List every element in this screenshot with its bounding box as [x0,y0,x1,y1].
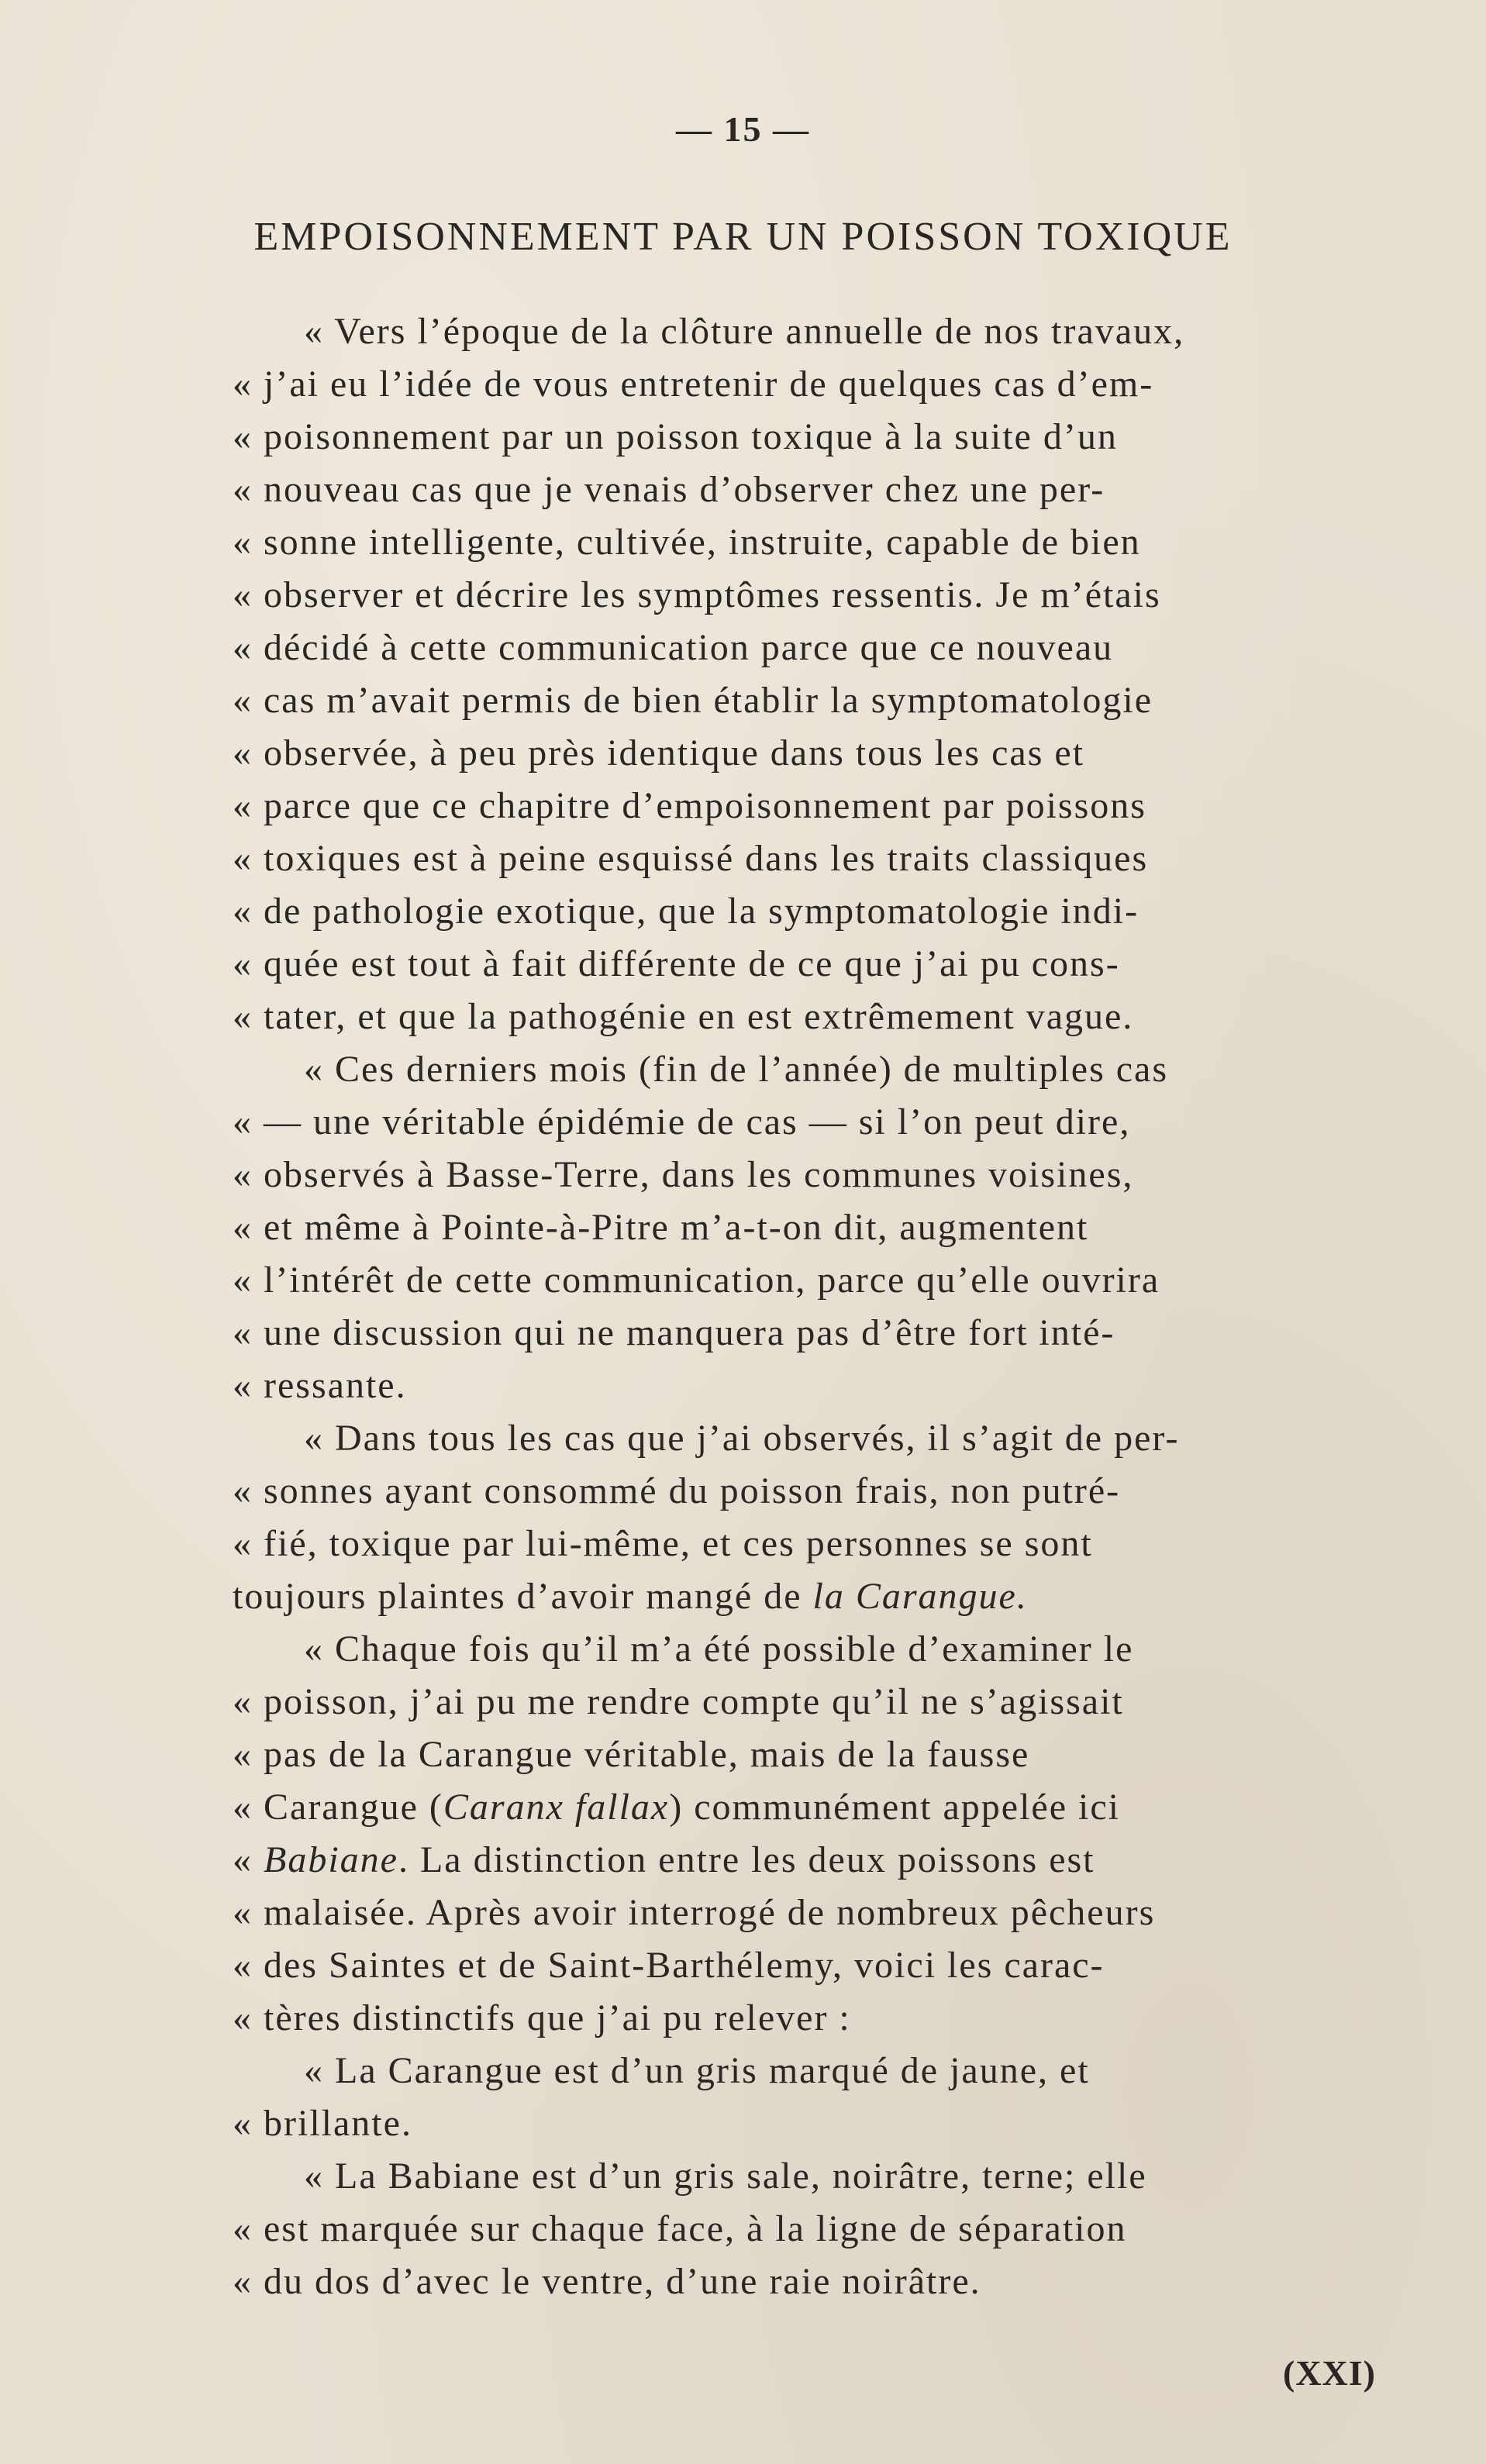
text-line: « du dos d’avec le ventre, d’une raie noirâtre. [233,2261,981,2302]
text-line: « Chaque fois qu’il m’a été possible d’examiner le [304,1628,1134,1670]
text-line: « Carangue (Caranx fallax) communément appelée ici [233,1787,1120,1828]
text-line: « malaisée. Après avoir interrogé de nombreux pêcheurs [233,1892,1156,1933]
text-line: « l’intérêt de cette communication, parce qu’elle ouvrira [233,1260,1160,1301]
page-heading: EMPOISONNEMENT PAR UN POISSON TOXIQUE [253,215,1233,259]
text-line: « pas de la Carangue véritable, mais de la fausse [233,1734,1030,1775]
text-line: « décidé à cette communication parce que ce nouveau [233,627,1114,668]
text-line: « parce que ce chapitre d’empoisonnement par poissons [233,785,1146,826]
body-text [233,305,1426,2308]
text-line: « cas m’avait permis de bien établir la symptomatologie [233,680,1153,721]
text-line: « observer et décrire les symptômes ressentis. Je m’étais [233,574,1161,615]
text-line: « poisonnement par un poisson toxique à la suite d’un [233,416,1118,457]
text-line: « tères distinctifs que j’ai pu relever : [233,1997,851,2038]
text-line: « quée est tout à fait différente de ce que j’ai pu cons- [233,943,1120,984]
text-line: « nouveau cas que je venais d’observer chez une per- [233,469,1105,510]
page-number: — 15 — [676,109,810,149]
text-line: « des Saintes et de Saint-Barthélemy, voici les carac- [233,1945,1105,1986]
text-line: « brillante. [233,2103,412,2144]
text-line: toujours plaintes d’avoir mangé de la Carangue. [233,1576,1028,1617]
text-line: « tater, et que la pathogénie en est extrêmement vague. [233,996,1134,1037]
text-line: « observée, à peu près identique dans tous les cas et [233,732,1085,774]
text-line: « j’ai eu l’idée de vous entretenir de quelques cas d’em- [233,364,1154,405]
text-line: « est marquée sur chaque face, à la ligne de séparation [233,2208,1127,2249]
text-line: « sonne intelligente, cultivée, instruite, capable de bien [233,522,1141,563]
text-line: « et même à Pointe-à-Pitre m’a-t-on dit, augmentent [233,1207,1089,1248]
text-line: « La Babiane est d’un gris sale, noirâtre, terne; elle [304,2156,1147,2197]
text-line: « Ces derniers mois (fin de l’année) de multiples cas [304,1049,1169,1090]
text-line: « La Carangue est d’un gris marqué de jaune, et [304,2050,1090,2091]
text-line: « fié, toxique par lui-même, et ces personnes se sont [233,1523,1093,1564]
signature-mark: (XXI) [1283,2353,1376,2393]
text-line: « Babiane. La distinction entre les deux poissons est [233,1839,1095,1880]
text-line: « Dans tous les cas que j’ai observés, il s’agit de per- [304,1418,1180,1459]
text-line: « sonnes ayant consommé du poisson frais, non putré- [233,1470,1121,1511]
text-line: « — une véritable épidémie de cas — si l’on peut dire, [233,1101,1131,1142]
text-line: « de pathologie exotique, que la symptomatologie indi- [233,891,1139,932]
text-line: « poisson, j’ai pu me rendre compte qu’il ne s’agissait [233,1681,1124,1722]
text-line: « une discussion qui ne manquera pas d’être fort inté- [233,1312,1115,1353]
text-line: « Vers l’époque de la clôture annuelle de nos travaux, [304,311,1185,352]
text-line: « observés à Basse-Terre, dans les communes voisines, [233,1154,1134,1195]
text-line: « ressante. [233,1365,407,1406]
text-line: « toxiques est à peine esquissé dans les traits classiques [233,838,1149,879]
